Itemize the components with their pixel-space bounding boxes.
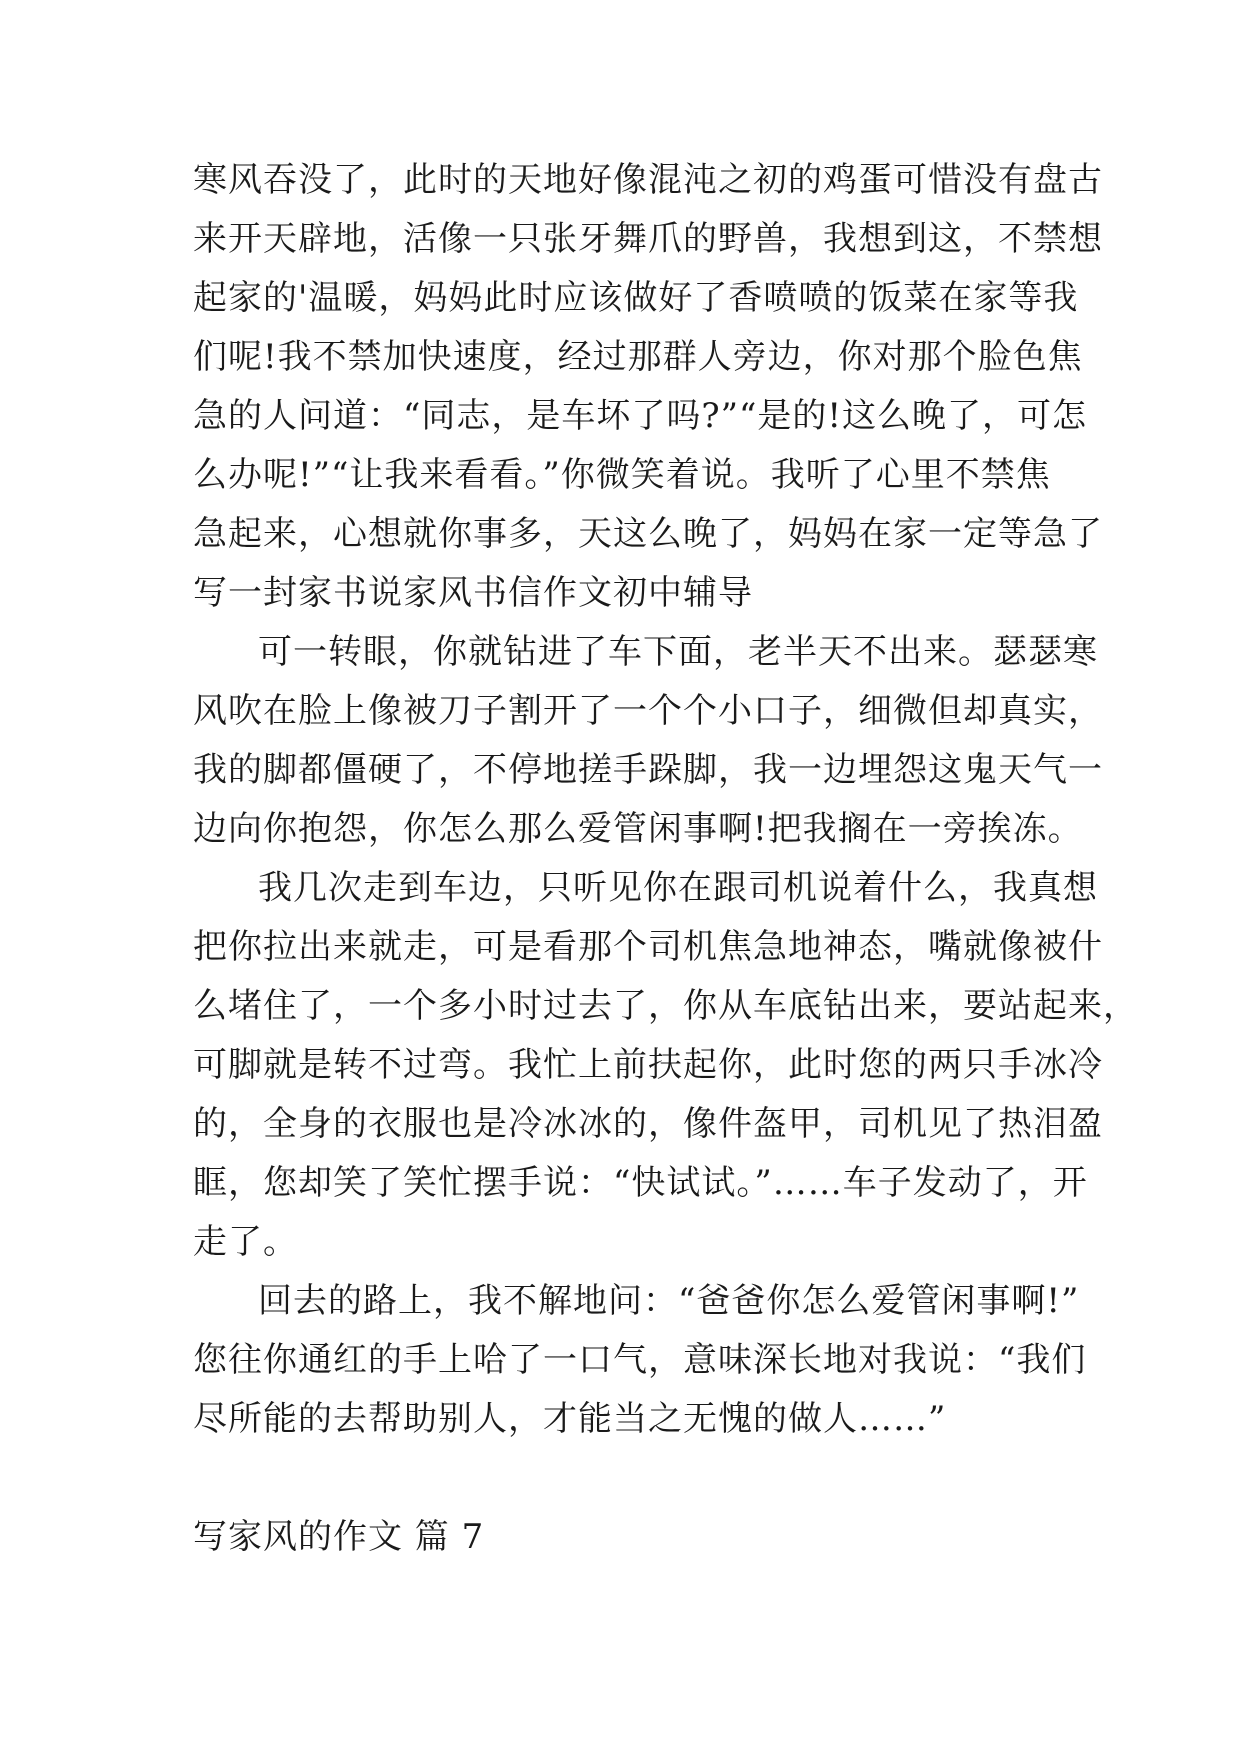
text-line: 可脚就是转不过弯。我忙上前扶起你，此时您的两只手冰冷 — [193, 1045, 1103, 1085]
text-line: 么堵住了，一个多小时过去了，你从车底钻出来，要站起来， — [193, 986, 1138, 1026]
paragraph-first-line: 可一转眼，你就钻进了车下面，老半天不出来。瑟瑟寒 — [258, 632, 1098, 672]
text-line: 来开天辟地，活像一只张牙舞爪的野兽，我想到这，不禁想 — [193, 219, 1103, 259]
text-line: 眶，您却笑了笑忙摆手说：“快试试。”……车子发动了，开 — [193, 1163, 1088, 1203]
paragraph-first-line: 回去的路上，我不解地问：“爸爸你怎么爱管闲事啊!” — [258, 1281, 1080, 1321]
paragraph-first-line: 我几次走到车边，只听见你在跟司机说着什么，我真想 — [258, 868, 1098, 908]
text-line: 您往你通红的手上哈了一口气，意味深长地对我说：“我们 — [193, 1340, 1087, 1380]
text-line: 起家的'温暖，妈妈此时应该做好了香喷喷的饭菜在家等我 — [193, 278, 1079, 318]
text-line: 么办呢!”“让我来看看。”你微笑着说。我听了心里不禁焦 — [193, 455, 1051, 495]
text-line: 尽所能的去帮助别人，才能当之无愧的做人……” — [193, 1399, 947, 1439]
section-heading: 写家风的作文 篇 7 — [193, 1517, 485, 1557]
text-line: 我的脚都僵硬了，不停地搓手跺脚，我一边埋怨这鬼天气一 — [193, 750, 1103, 790]
text-line: 们呢!我不禁加快速度，经过那群人旁边，你对那个脸色焦 — [193, 337, 1083, 377]
text-line: 急的人问道：“同志，是车坏了吗?”“是的!这么晚了，可怎 — [193, 396, 1088, 436]
text-line: 写一封家书说家风书信作文初中辅导 — [193, 573, 753, 613]
text-line: 把你拉出来就走，可是看那个司机焦急地神态，嘴就像被什 — [193, 927, 1103, 967]
text-line: 边向你抱怨，你怎么那么爱管闲事啊!把我搁在一旁挨冻。 — [193, 809, 1083, 849]
text-line: 风吹在脸上像被刀子割开了一个个小口子，细微但却真实， — [193, 691, 1103, 731]
text-line: 急起来，心想就你事多，天这么晚了，妈妈在家一定等急了 — [193, 514, 1103, 554]
text-line: 寒风吞没了，此时的天地好像混沌之初的鸡蛋可惜没有盘古 — [193, 160, 1103, 200]
text-line: 的，全身的衣服也是冷冰冰的，像件盔甲，司机见了热泪盈 — [193, 1104, 1103, 1144]
text-line: 走了。 — [193, 1222, 298, 1262]
